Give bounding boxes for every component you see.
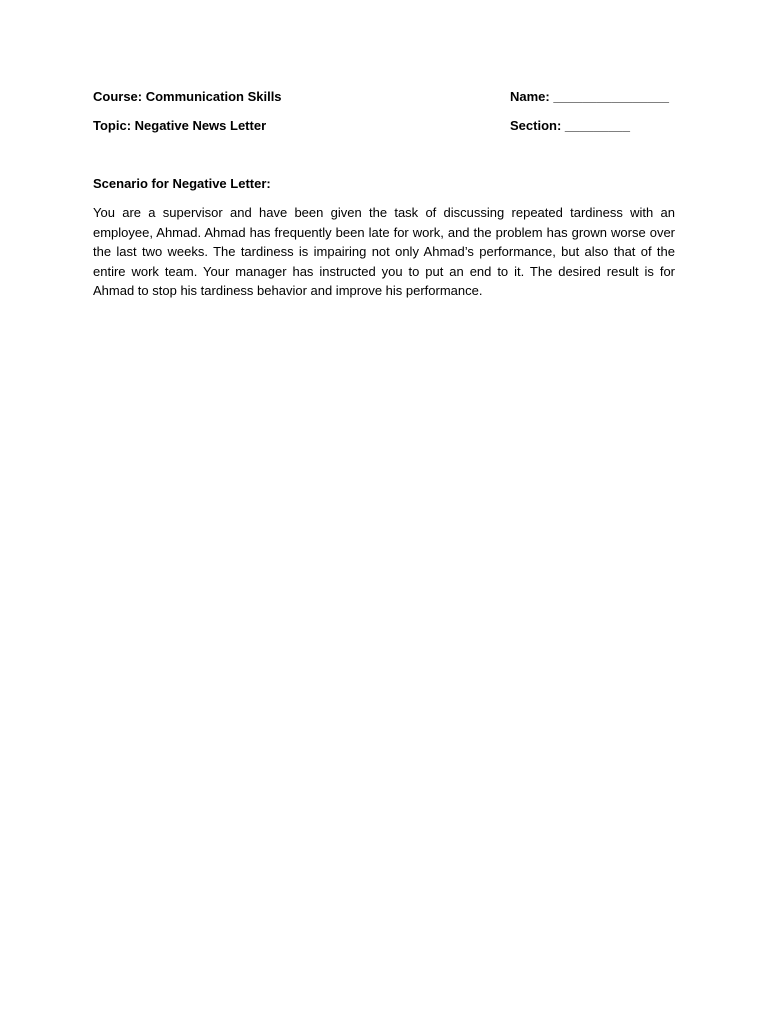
section-field-label: Section: _________	[510, 118, 630, 133]
scenario-heading: Scenario for Negative Letter:	[93, 176, 271, 191]
course-label: Course: Communication Skills	[93, 89, 282, 104]
scenario-paragraph: You are a supervisor and have been given the task of discussing repeated tardiness with an employee, Ahmad. Ahmad has frequently been late for work, and the problem has grown worse over the last two weeks. The tardiness is impairing not only Ahmad’s performance, but also that of the entire work team. Your manager has instructed you to put an end to it. The desired result is for Ahmad to stop his tardiness behavior and improve his performance.	[93, 205, 675, 298]
header-row-course	[93, 87, 675, 107]
topic-label: Topic: Negative News Letter	[93, 118, 267, 133]
header-row-topic	[93, 116, 675, 136]
name-field-label: Name: ________________	[510, 89, 670, 104]
